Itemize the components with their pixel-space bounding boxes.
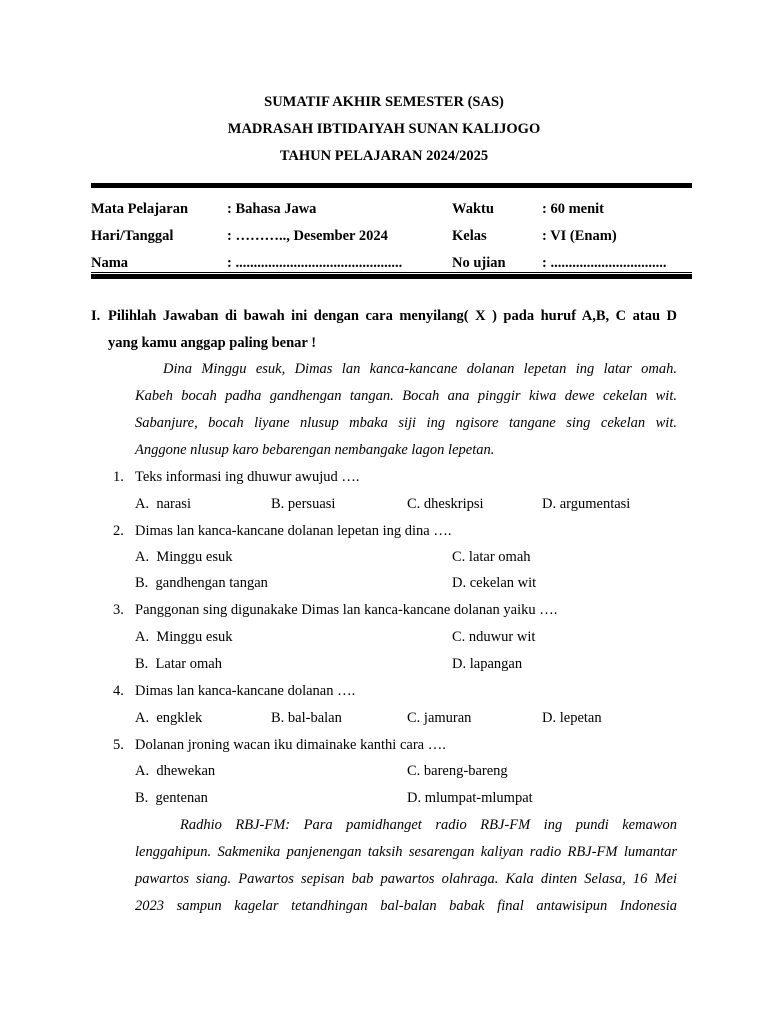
option-text: persuasi	[287, 496, 336, 512]
option-c[interactable]	[452, 549, 531, 566]
option-letter: A.	[135, 710, 150, 726]
passage2-line-3: pawartos siang. Pawartos sepisan bab pawartos olahraga. Kala dinten Selasa, 16 Mei	[135, 871, 677, 887]
info-divider-thin	[91, 272, 692, 273]
option-text: gandhengan tangan	[155, 575, 268, 591]
option-text: lapangan	[469, 656, 523, 672]
option-d[interactable]	[452, 656, 522, 673]
passage1-line-1: Dina Minggu esuk, Dimas lan kanca-kancane dolanan lepetan ing latar omah.	[163, 361, 677, 377]
option-letter: D.	[542, 496, 557, 512]
academic-year: TAHUN PELAJARAN 2024/2025	[279, 148, 489, 164]
question-number: 1.	[113, 469, 124, 485]
date-value: : ……….., Desember 2024	[227, 228, 388, 244]
option-text: latar omah	[468, 549, 531, 565]
option-text: bareng-bareng	[423, 763, 508, 779]
info-divider-thick	[91, 274, 692, 279]
exam-number-value: : ................................	[542, 255, 667, 271]
option-b[interactable]	[135, 575, 268, 592]
exam-number-label: No ujian	[452, 255, 506, 271]
option-text: narasi	[156, 496, 191, 512]
option-text: cekelan wit	[469, 575, 537, 591]
option-letter: C.	[407, 496, 421, 512]
question-number: 3.	[113, 602, 124, 618]
option-text: gentenan	[155, 790, 208, 806]
time-label: Waktu	[452, 201, 494, 217]
subject-label: Mata Pelajaran	[91, 201, 189, 217]
option-text: jamuran	[423, 710, 472, 726]
subject-value: : Bahasa Jawa	[227, 201, 317, 217]
school-name: MADRASAH IBTIDAIYAH SUNAN KALIJOGO	[227, 121, 541, 137]
question-number: 2.	[113, 523, 124, 539]
passage2-line-2: lenggahipun. Sakmenika panjenengan taksih sesarengan kaliyan radio RBJ-FM lumantar	[135, 844, 677, 860]
passage1-line-2: Kabeh bocah padha gandhengan tangan. Bocah ana pinggir kiwa dewe cekelan wit.	[135, 388, 677, 404]
option-letter: A.	[135, 629, 150, 645]
option-c[interactable]	[452, 629, 535, 646]
option-c[interactable]	[407, 496, 484, 513]
option-a[interactable]	[135, 496, 191, 513]
passage1-line-3: Sabanjure, bocah liyane nlusup mbaka siji ing ngisore tangane sing cekelan wit.	[135, 415, 677, 431]
option-a[interactable]	[135, 549, 232, 566]
option-letter: B.	[135, 790, 149, 806]
option-letter: D.	[452, 656, 467, 672]
option-text: dheskripsi	[423, 496, 484, 512]
time-value: : 60 menit	[542, 201, 605, 217]
option-letter: A.	[135, 763, 150, 779]
option-letter: C.	[452, 629, 466, 645]
name-value: : ..............................................	[227, 255, 403, 271]
question-text: Dimas lan kanca-kancane dolanan lepetan ing dina ….	[135, 523, 452, 539]
option-letter: B.	[135, 575, 149, 591]
date-label: Hari/Tanggal	[91, 228, 174, 244]
question-text: Dimas lan kanca-kancane dolanan ….	[135, 683, 356, 699]
option-a[interactable]	[135, 763, 215, 780]
option-letter: D.	[407, 790, 422, 806]
passage2-line-1: Radhio RBJ-FM: Para pamidhanget radio RBJ-FM ing pundi kemawon	[180, 817, 677, 833]
option-letter: B.	[271, 496, 285, 512]
option-a[interactable]	[135, 710, 202, 727]
option-text: dhewekan	[156, 763, 216, 779]
instruction-line-2: yang kamu anggap paling benar !	[108, 335, 317, 351]
question-text: Dolanan jroning wacan iku dimainake kanthi cara ….	[135, 737, 446, 753]
option-d[interactable]	[407, 790, 533, 807]
header-divider-top	[91, 183, 692, 188]
option-letter: D.	[452, 575, 467, 591]
name-label: Nama	[91, 255, 129, 271]
class-value: : VI (Enam)	[542, 228, 617, 244]
option-text: Latar omah	[155, 656, 222, 672]
question-text: Teks informasi ing dhuwur awujud ….	[135, 469, 360, 485]
option-letter: A.	[135, 496, 150, 512]
option-d[interactable]	[452, 575, 536, 592]
exam-title: SUMATIF AKHIR SEMESTER (SAS)	[264, 94, 504, 110]
option-d[interactable]	[542, 496, 630, 513]
option-text: Minggu esuk	[156, 549, 233, 565]
option-letter: C.	[407, 710, 421, 726]
option-text: bal-balan	[287, 710, 342, 726]
question-text: Panggonan sing digunakake Dimas lan kanca-kancane dolanan yaiku ….	[135, 602, 558, 618]
option-b[interactable]	[135, 656, 222, 673]
option-text: engklek	[156, 710, 203, 726]
option-letter: C.	[452, 549, 466, 565]
passage1-line-4: Anggone nlusup karo bebarengan nembangake lagon lepetan.	[135, 442, 495, 458]
option-b[interactable]	[271, 496, 335, 513]
option-text: nduwur wit	[468, 629, 536, 645]
option-b[interactable]	[135, 790, 208, 807]
option-text: mlumpat-mlumpat	[424, 790, 533, 806]
option-letter: D.	[542, 710, 557, 726]
option-letter: C.	[407, 763, 421, 779]
option-letter: B.	[135, 656, 149, 672]
question-number: 5.	[113, 737, 124, 753]
option-text: lepetan	[559, 710, 602, 726]
section-number: I.	[91, 308, 101, 324]
class-label: Kelas	[452, 228, 487, 244]
option-a[interactable]	[135, 629, 232, 646]
option-text: argumentasi	[559, 496, 631, 512]
passage2-line-4: 2023 sampun kagelar tetandhingan bal-balan babak final antawisipun Indonesia	[135, 898, 677, 914]
option-d[interactable]	[542, 710, 602, 727]
option-c[interactable]	[407, 763, 508, 780]
option-b[interactable]	[271, 710, 342, 727]
option-letter: B.	[271, 710, 285, 726]
option-letter: A.	[135, 549, 150, 565]
option-text: Minggu esuk	[156, 629, 233, 645]
option-c[interactable]	[407, 710, 471, 727]
instruction-line-1: Pilihlah Jawaban di bawah ini dengan cara menyilang( X ) pada huruf A,B, C atau D	[108, 308, 677, 324]
question-number: 4.	[113, 683, 124, 699]
